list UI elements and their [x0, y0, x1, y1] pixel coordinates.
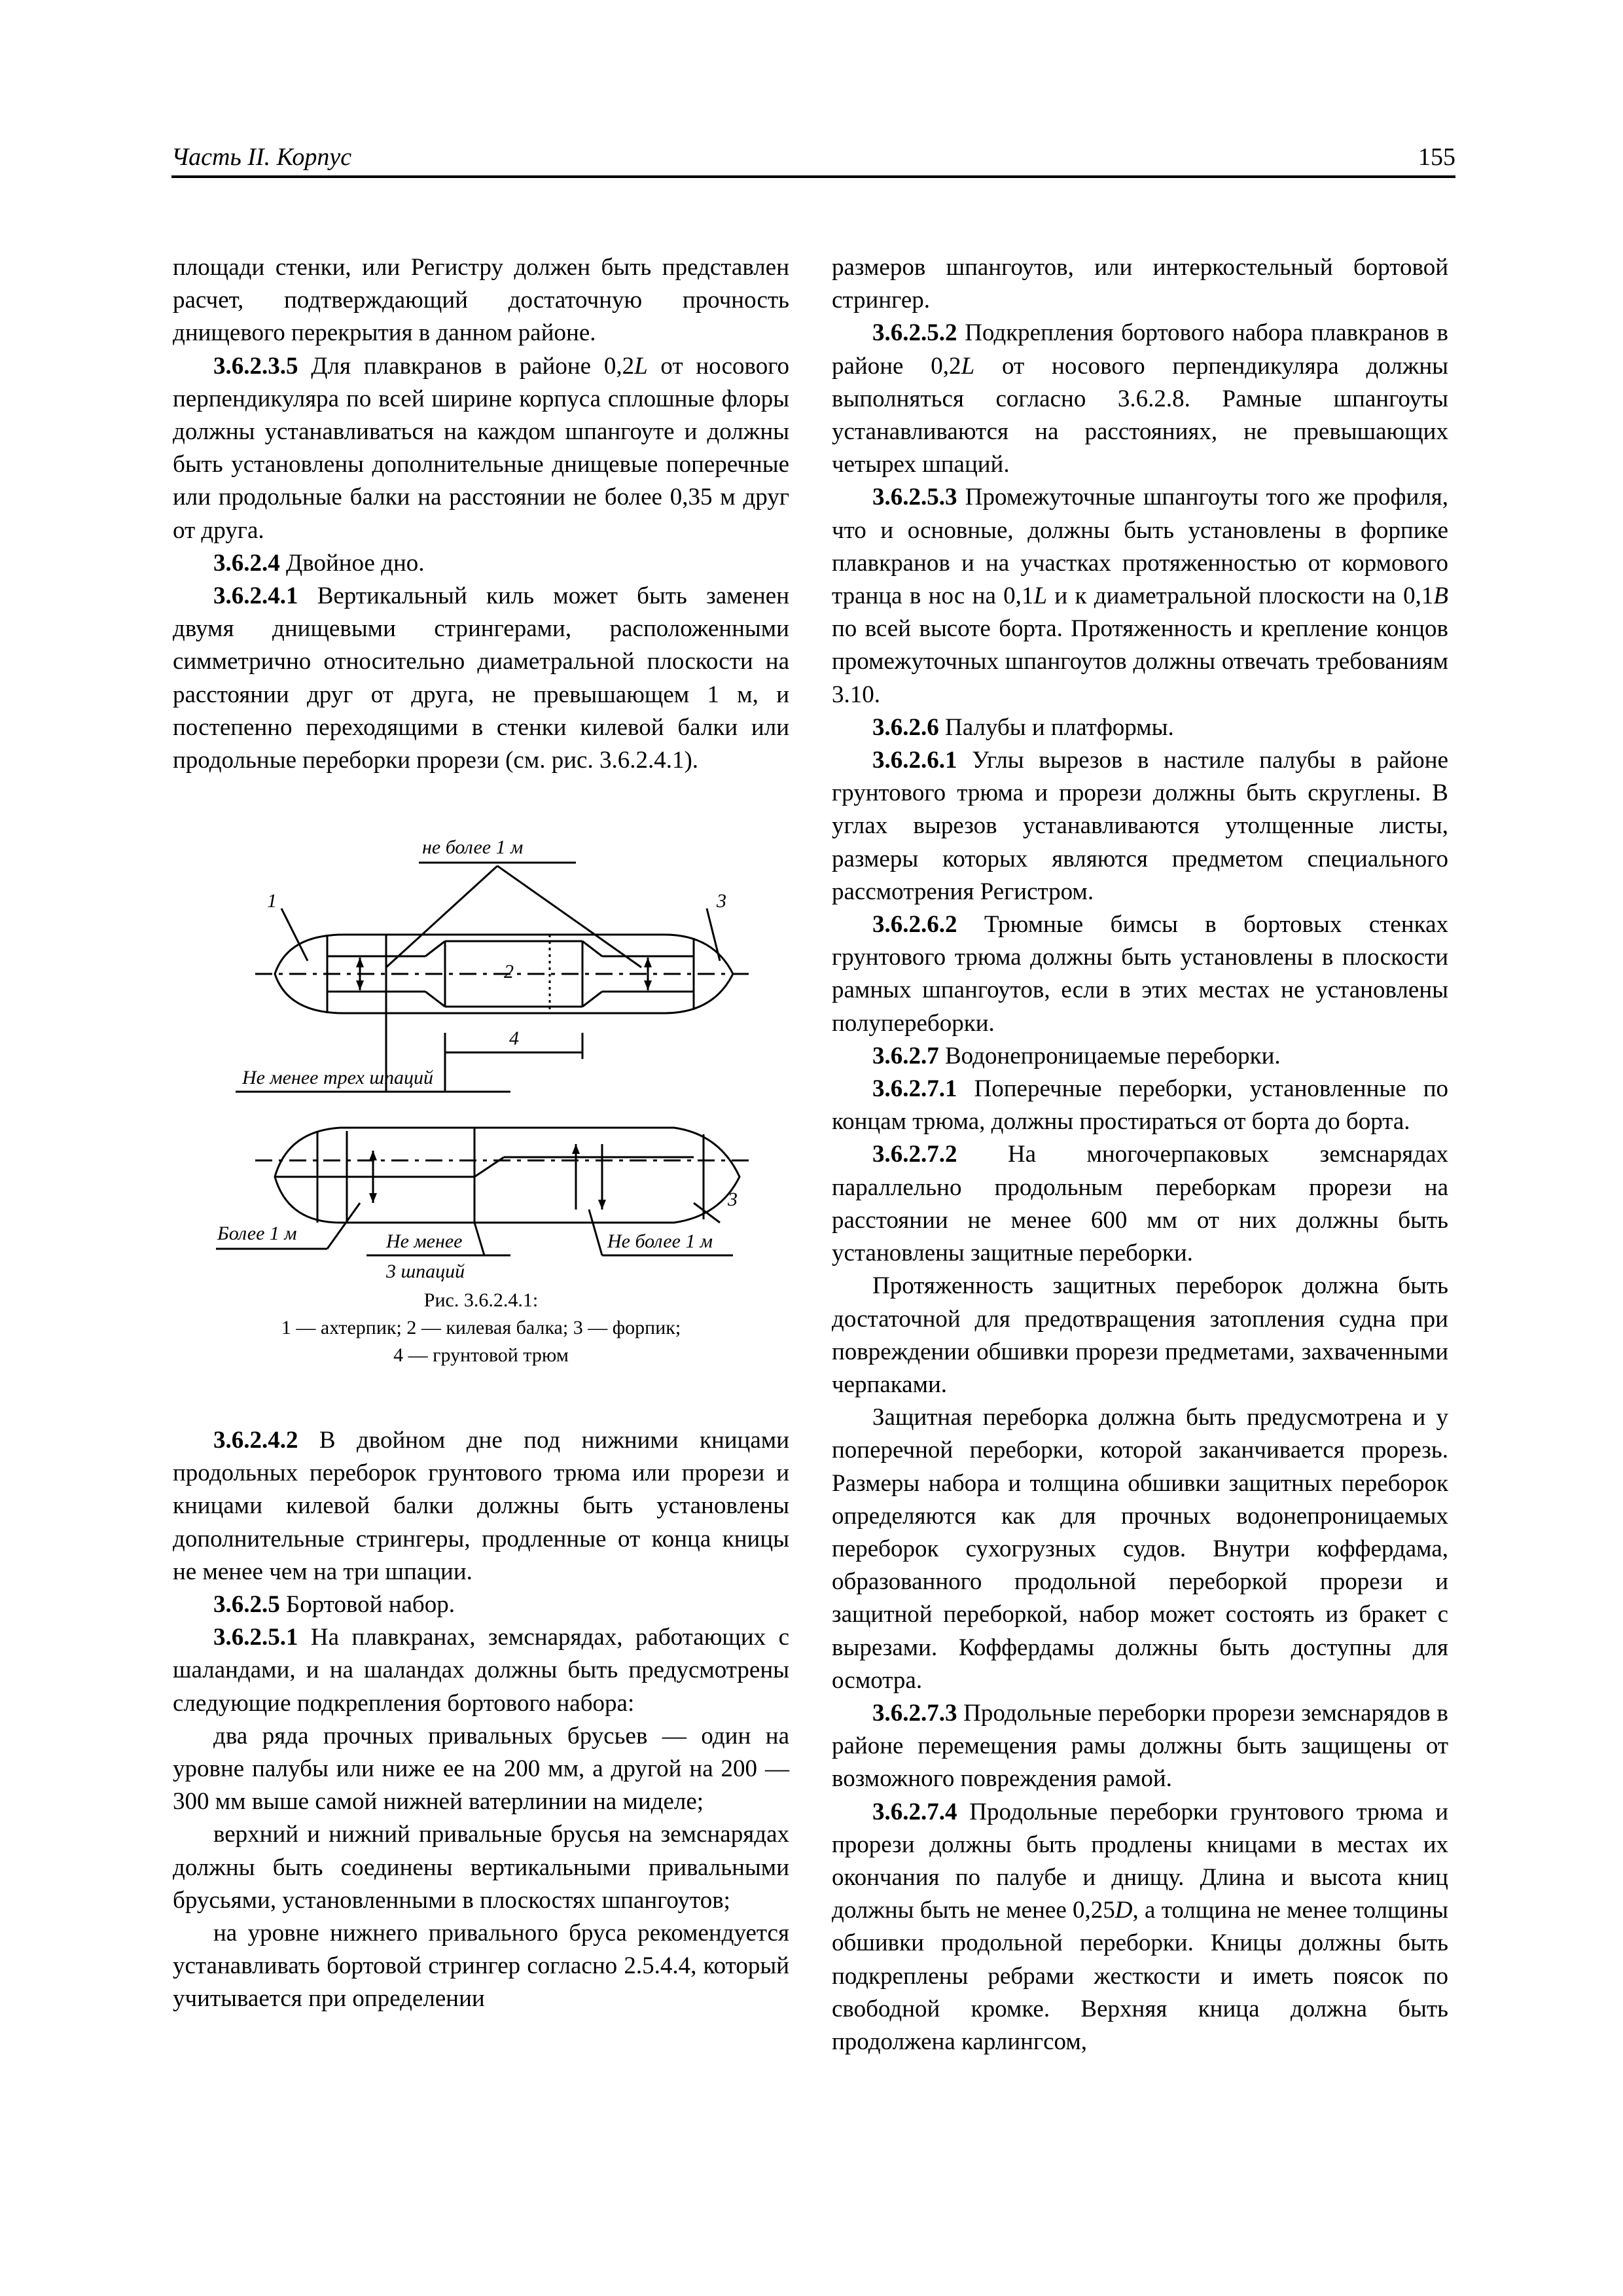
- paragraph: [173, 547, 789, 580]
- caption-title: Рис. 3.6.2.4.1:: [423, 1289, 539, 1311]
- paragraph-text: Поперечные переборки, установленные по концам трюма, должны простираться от борта до борта.: [832, 1075, 1448, 1136]
- right-column: [832, 251, 1448, 2058]
- clause-number: 3.6.2.6: [872, 713, 939, 741]
- paragraph: [832, 1040, 1448, 1073]
- caption-line-2: 4 — грунтовой трюм: [393, 1344, 569, 1366]
- paragraph-text: Двойное дно.: [279, 549, 425, 577]
- paragraph: [173, 1720, 789, 1819]
- clause-number: 3.6.2.7.1: [872, 1075, 957, 1103]
- label-3: 3: [717, 890, 726, 912]
- paragraph: [173, 1588, 789, 1621]
- paragraph-text: от носового перпендикуляра должны выполняться согласно 3.6.2.8. Рамные шпангоуты устанавливаются на расстояниях, не превышающих четырех шпаций.: [832, 352, 1448, 478]
- running-header: [171, 143, 1455, 177]
- right-column-body: [832, 251, 1448, 2058]
- hull-drawing: [196, 836, 772, 1282]
- clause-number: 3.6.2.5.1: [213, 1624, 298, 1651]
- paragraph: [832, 1073, 1448, 1138]
- paragraph: [832, 908, 1448, 1040]
- paragraph-text: На многочерпаковых земснарядах параллельно продольным переборкам прорези на расстоянии не менее 600 мм от них должны быть установлены защитные переборки.: [832, 1141, 1448, 1267]
- paragraph-text: Продольные переборки прорези земснарядов в районе перемещения рамы должны быть защищены от возможного повреждения рамой.: [832, 1699, 1448, 1793]
- label-4: 4: [509, 1028, 519, 1049]
- paragraph: [832, 317, 1448, 481]
- paragraph-text: площади стенки, или Регистру должен быть представлен расчет, подтверждающий достаточную прочность днищевого перекрытия в данном районе.: [173, 254, 789, 347]
- paragraph: [832, 481, 1448, 711]
- paragraph-text: Трюмные бимсы в бортовых стенках грунтового трюма должны быть установлены в плоскости рамных шпангоутов, если в этих местах не установлены полупереборки.: [832, 911, 1448, 1037]
- clause-number: 3.6.2.7.2: [872, 1141, 957, 1168]
- clause-number: 3.6.2.4: [213, 549, 280, 577]
- paragraph-text: Палубы и платформы.: [938, 713, 1174, 741]
- paragraph-text: Продольные переборки грунтового трюма и прорези должны быть продлены кницами в местах их окончания по палубе и днищу. Длина и высота книц должны быть не менее 0,25: [832, 1798, 1448, 1924]
- clause-number: 3.6.2.6.1: [872, 747, 957, 774]
- paragraph: [832, 1270, 1448, 1401]
- paragraph: [173, 1621, 789, 1720]
- paragraph-text: Для плавкранов в районе 0,2: [298, 352, 635, 380]
- caption-line-1: 1 — ахтерпик; 2 — килевая балка; 3 — форпик;: [281, 1317, 681, 1338]
- paragraph: [832, 1697, 1448, 1796]
- paragraph-text: Водонепроницаемые переборки.: [938, 1042, 1281, 1069]
- clause-number: 3.6.2.4.2: [213, 1427, 298, 1454]
- paragraph: [173, 1917, 789, 2016]
- label-min-three-spacings: Не менее трех шпаций: [242, 1067, 434, 1088]
- paragraph-text: верхний и нижний привальные брусья на земснарядах должны быть соединены вертикальными привальными брусьями, установленными в плоскостях шпангоутов;: [173, 1821, 789, 1914]
- label-not-more-1m-top: не более 1 м: [422, 836, 524, 858]
- clause-number: 3.6.2.7.4: [872, 1798, 957, 1825]
- label-3-lower: 3: [728, 1189, 738, 1210]
- paragraph-text: D: [1115, 1897, 1133, 1924]
- paragraph-text: Защитная переборка должна быть предусмотрена и у поперечной переборки, которой заканчивается прорезь. Размеры набора и толщина обшивки защитных переборок определяются как для прочных водонепроницаемых переборок сухогрузных судов. Внутри коффердама, образованного продольной переборкой прорези и защитной переборкой, набор может состоять из бракет с вырезами. Коффердамы должны быть доступны для осмотра.: [832, 1404, 1448, 1694]
- paragraph-text: и к диаметральной плоскости на 0,1: [1047, 583, 1434, 610]
- paragraph-text: В двойном дне под нижними кницами продольных переборок грунтового трюма или прорези и кницами килевой балки должны быть установлены дополнительные стрингеры, продленные от конца кницы не менее чем на три шпации.: [173, 1427, 789, 1585]
- label-three-spacings: 3 шпаций: [386, 1261, 465, 1282]
- paragraph-text: от носового перпендикуляра по всей ширине корпуса сплошные флоры должны устанавливаться на каждом шпангоуте и должны быть установлены дополнительные днищевые поперечные или продольные балки на расстоянии не более 0,35 м друг от друга.: [173, 352, 789, 544]
- paragraph-text: L: [1033, 583, 1048, 610]
- paragraph: [832, 1138, 1448, 1270]
- clause-number: 3.6.2.7.3: [872, 1699, 957, 1727]
- paragraph-text: два ряда прочных привальных брусьев — один на уровне палубы или ниже ее на 200 мм, а другой на 200 — 300 мм выше самой нижней ватерлинии на миделе;: [173, 1722, 789, 1816]
- paragraph-text: размеров шпангоутов, или интеркостельный бортовой стрингер.: [832, 254, 1448, 314]
- page-number: 155: [1418, 143, 1455, 171]
- clause-number: 3.6.2.6.2: [872, 911, 957, 939]
- label-1: 1: [267, 890, 277, 912]
- label-not-less: Не менее: [386, 1230, 463, 1252]
- paragraph-text: Промежуточные шпангоуты того же профиля, что и основные, должны быть установлены в форпике плавкранов и на участках протяженностью от кормового транца в нос на 0,1: [832, 484, 1448, 610]
- label-not-more-1m-bottom: Не более 1 м: [607, 1230, 713, 1252]
- paragraph: [832, 251, 1448, 317]
- paragraph-text: по всей высоте борта. Протяженность и крепление концов промежуточных шпангоутов должны отвечать требованиям 3.10.: [832, 615, 1448, 708]
- paragraph-text: L: [634, 352, 648, 380]
- paragraph: [832, 1796, 1448, 2059]
- clause-number: 3.6.2.7: [872, 1042, 939, 1069]
- paragraph-text: Углы вырезов в настиле палубы в районе грунтового трюма и прорези должны быть скруглены. В углах вырезов устанавливаются утолщенные листы, размеры которых являются предметом специального рассмотрения Регистром.: [832, 747, 1448, 905]
- clause-number: 3.6.2.5: [213, 1591, 280, 1619]
- paragraph: [173, 1424, 789, 1588]
- clause-number: 3.6.2.5.2: [872, 319, 957, 347]
- paragraph: [173, 251, 789, 350]
- paragraph: [832, 711, 1448, 744]
- left-column-bottom: [173, 1424, 789, 2016]
- paragraph-text: L: [961, 352, 975, 380]
- header-rule: [171, 175, 1455, 178]
- paragraph: [173, 1818, 789, 1917]
- paragraph-text: Вертикальный киль может быть заменен двумя днищевыми стрингерами, расположенными симметрично относительно диаметральной плоскости на расстоянии друг от друга, не превышающем 1 м, и постепенно переходящими в стенки килевой балки или продольные переборки прорези (см. рис. 3.6.2.4.1).: [173, 583, 789, 774]
- paragraph: [832, 1401, 1448, 1697]
- paragraph-text: на уровне нижнего привального бруса рекомендуется устанавливать бортовой стрингер согласно 2.5.4.4, который учитывается при определении: [173, 1920, 789, 2013]
- paragraph-text: Подкрепления бортового набора плавкранов в районе 0,2: [832, 319, 1448, 380]
- paragraph: [832, 744, 1448, 908]
- paragraph-text: Протяженность защитных переборок должна быть достаточной для предотвращения затопления судна при повреждении обшивки прорези предметами, захваченными черпаками.: [832, 1272, 1448, 1398]
- clause-number: 3.6.2.5.3: [872, 484, 957, 511]
- figure-caption: [173, 1287, 789, 1369]
- paragraph-text: На плавкранах, земснарядах, работающих с шаландами, и на шаландах должны быть предусмотрены следующие подкрепления бортового набора:: [173, 1624, 789, 1717]
- label-more-1m: Более 1 м: [217, 1223, 297, 1244]
- clause-number: 3.6.2.3.5: [213, 352, 298, 380]
- left-column-top: [173, 251, 789, 777]
- label-2: 2: [504, 961, 514, 982]
- paragraph-text: B: [1433, 583, 1448, 610]
- paragraph-text: , а толщина не менее толщины обшивки продольной переборки. Кницы должны быть подкреплены ребрами жесткости и иметь поясок по свободной кромке. Верхняя кница должна быть продолжена карлингсом,: [832, 1897, 1448, 2055]
- paragraph-text: Бортовой набор.: [279, 1591, 455, 1619]
- paragraph: [173, 350, 789, 547]
- paragraph: [173, 580, 789, 777]
- clause-number: 3.6.2.4.1: [213, 583, 298, 610]
- section-title: Часть II. Корпус: [171, 143, 352, 171]
